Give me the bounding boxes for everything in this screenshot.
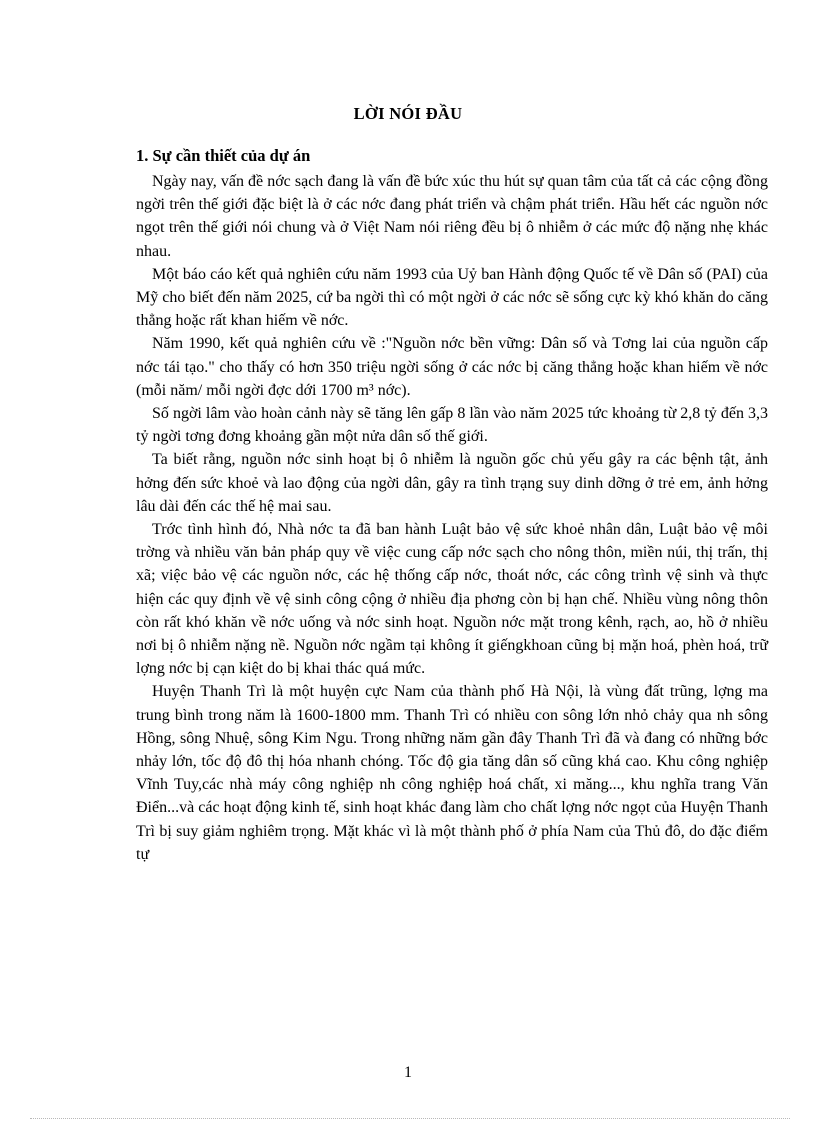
paragraph: Năm 1990, kết quả nghiên cứu về :"Nguồn nớc bền vững: Dân số và Tơng lai của nguồn cấp nớc tái tạo." cho thấy có hơn 350 triệu ngời sống ở các nớc bị căng thẳng hoặc khan hiếm về nớc (mỗi năm/ mỗi ngời đợc dới 1700 m³ nớc). <box>136 335 768 399</box>
body-text <box>136 170 768 866</box>
paragraph: Trớc tình hình đó, Nhà nớc ta đã ban hành Luật bảo vệ sức khoẻ nhân dân, Luật bảo vệ môi trờng và nhiều văn bản pháp quy về việc cung cấp nớc sạch cho nông thôn, miền núi, thị trấn, thị xã; việc bảo vệ các nguồn nớc, các hệ thống cấp nớc, thoát nớc, các công trình vệ sinh và thực hiện các quy định về vệ sinh công cộng ở nhiều địa phơng còn bị hạn chế. Nhiều vùng nông thôn còn rất khó khăn về nớc uống và nớc sinh hoạt. Nguồn nớc mặt trong kênh, rạch, ao, hồ ở nhiều nơi bị ô nhiễm nặng nề. Nguồn nớc ngầm tại không ít giếngkhoan cũng bị mặn hoá, phèn hoá, trữ lợng nớc bị cạn kiệt do bị khai thác quá mức. <box>136 521 768 678</box>
document-title: LỜI NÓI ĐẦU <box>353 104 463 123</box>
paragraph: Số ngời lâm vào hoàn cảnh này sẽ tăng lên gấp 8 lần vào năm 2025 tức khoảng từ 2,8 tỷ đến 3,3 tỷ ngời tơng đơng khoảng gần một nửa dân số thế giới. <box>136 405 768 446</box>
section-heading: 1. Sự cần thiết của dự án <box>136 146 311 165</box>
paragraph: Ngày nay, vấn đề nớc sạch đang là vấn đề bức xúc thu hút sự quan tâm của tất cả các cộng đồng ngời trên thế giới đặc biệt là ở các nớc đang phát triển và chậm phát triển. Hầu hết các nguồn nớc ngọt trên thế giới nói chung và ở Việt Nam nói riêng đều bị ô nhiễm ở các mức độ nặng nhẹ khác nhau. <box>136 173 768 260</box>
paragraph: Huyện Thanh Trì là một huyện cực Nam của thành phố Hà Nội, là vùng đất trũng, lợng ma trung bình trong năm là 1600-1800 mm. Thanh Trì có nhiều con sông lớn nhỏ chảy qua nh sông Hồng, sông Nhuệ, sông Kim Ngu. Trong những năm gần đây Thanh Trì đã và đang có những bớc nhảy lớn, tốc độ đô thị hóa nhanh chóng. Tốc độ gia tăng dân số cũng khá cao. Khu công nghiệp Vĩnh Tuy,các nhà máy công nghiệp nh công nghiệp hoá chất, xi măng..., khu nghĩa trang Văn Điển...và các hoạt động kinh tế, sinh hoạt khác đang làm cho chất lợng nớc ngọt của Huyện Thanh Trì bị suy giảm nghiêm trọng. Mặt khác vì là một thành phố ở phía Nam của Thủ đô, do đặc điểm tự <box>136 683 768 863</box>
page-number: 1 <box>404 1064 412 1081</box>
paragraph: Một báo cáo kết quả nghiên cứu năm 1993 của Uỷ ban Hành động Quốc tế về Dân số (PAI) của Mỹ cho biết đến năm 2025, cứ ba ngời thì có một ngời ở các nớc sẽ sống cực kỳ khó khăn do căng thẳng hoặc rất khan hiếm về nớc. <box>136 265 768 330</box>
page-bottom-divider <box>30 1118 790 1119</box>
paragraph: Ta biết rằng, nguồn nớc sinh hoạt bị ô nhiễm là nguồn gốc chủ yếu gây ra các bệnh tật, ảnh hởng đến sức khoẻ và lao động của ngời dân, gây ra tình trạng suy dinh dỡng ở trẻ em, ảnh hởng lâu dài đến các thế hệ mai sau. <box>136 451 768 515</box>
